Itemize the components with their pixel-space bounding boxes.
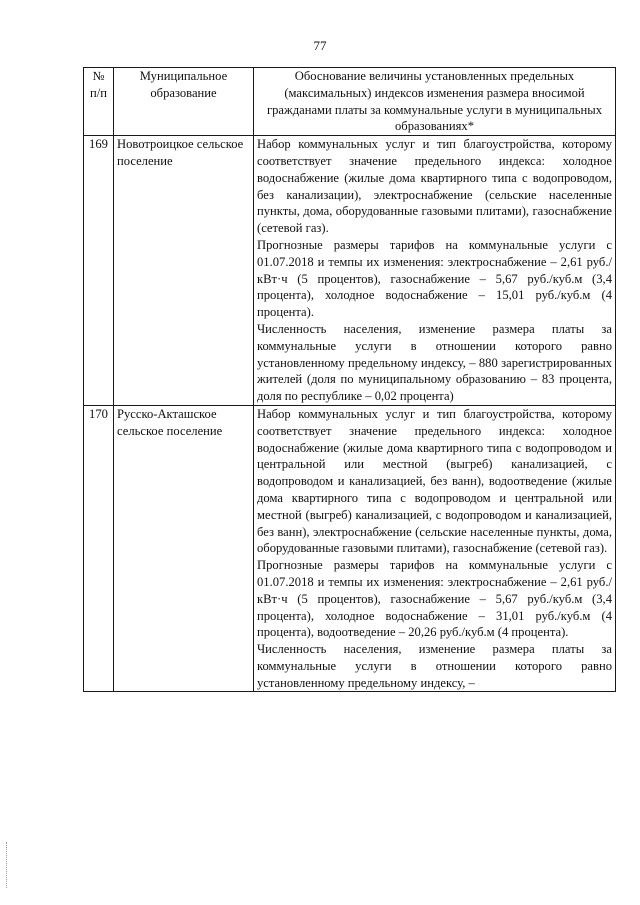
population-paragraph: Численность населения, изменение размера платы за коммунальные услуги в отношении которого равно установленному предельному индексу, – 880 зарегистрированных жителей (доля по муниципальному образованию – 83 процента, доля по республике – 0,02 процента) — [257, 321, 612, 404]
row-number: 170 — [84, 405, 114, 692]
municipality-name: Русско-Акташское сельское поселение — [114, 405, 254, 692]
municipality-name: Новотроицкое сельское поселение — [114, 136, 254, 406]
row-number: 169 — [84, 136, 114, 406]
table-row — [84, 136, 616, 406]
services-paragraph: Набор коммунальных услуг и тип благоустройства, которому соответствует значение предельного индекса: холодное водоснабжение (жилые дома квартирного типа с водопроводом, без канализации), электроснабжение (сельские населенные пункты, дома, оборудованные газовыми плитами), газоснабжение (сетевой газ). — [257, 137, 612, 236]
table-header-row — [84, 68, 616, 136]
header-number: № п/п — [84, 68, 114, 136]
table-row — [84, 405, 616, 692]
tariffs-paragraph: Прогнозные размеры тарифов на коммунальные услуги с 01.07.2018 и темпы их изменения: электроснабжение – 2,61 руб./кВт·ч (5 процентов), газоснабжение – 5,67 руб./куб.м (3,4 процента), холодное водоснабжение – 31,01 руб./куб.м (4 процента), водоотведение – 20,26 руб./куб.м (4 процента). — [257, 558, 612, 640]
tariff-index-table — [83, 67, 616, 692]
scan-margin-marks — [6, 842, 9, 888]
tariffs-paragraph: Прогнозные размеры тарифов на коммунальные услуги с 01.07.2018 и темпы их изменения: электроснабжение – 2,61 руб./кВт·ч (5 процентов), газоснабжение – 5,67 руб./куб.м (3,4 процента), холодное водоснабжение – 15,01 руб./куб.м (4 процента). — [257, 237, 612, 320]
population-paragraph: Численность населения, изменение размера платы за коммунальные услуги в отношении которого равно установленному предельному индексу, – — [257, 642, 612, 690]
justification-cell — [254, 405, 616, 692]
justification-cell — [254, 136, 616, 406]
page-number: 77 — [313, 38, 327, 53]
services-paragraph: Набор коммунальных услуг и тип благоустройства, которому соответствует значение предельного индекса: холодное водоснабжение (жилые дома квартирного типа с водопроводом и центральной или местной (выгреб) канализацией, с водопроводом и канализацией, без ванн), водоотведение (жилые дома квартирного типа с водопроводом и центральной или местной (выгреб) канализацией, с водопроводом и канализацией, без ванн), электроснабжение (сельские населенные пункты, дома, оборудованные газовыми плитами), газоснабжение (сетевой газ). — [257, 406, 612, 556]
header-justification: Обоснование величины установленных предельных (максимальных) индексов изменения размера вносимой гражданами платы за коммунальные услуги в муниципальных образованиях* — [254, 68, 616, 136]
header-municipality: Муниципальное образование — [114, 68, 254, 136]
